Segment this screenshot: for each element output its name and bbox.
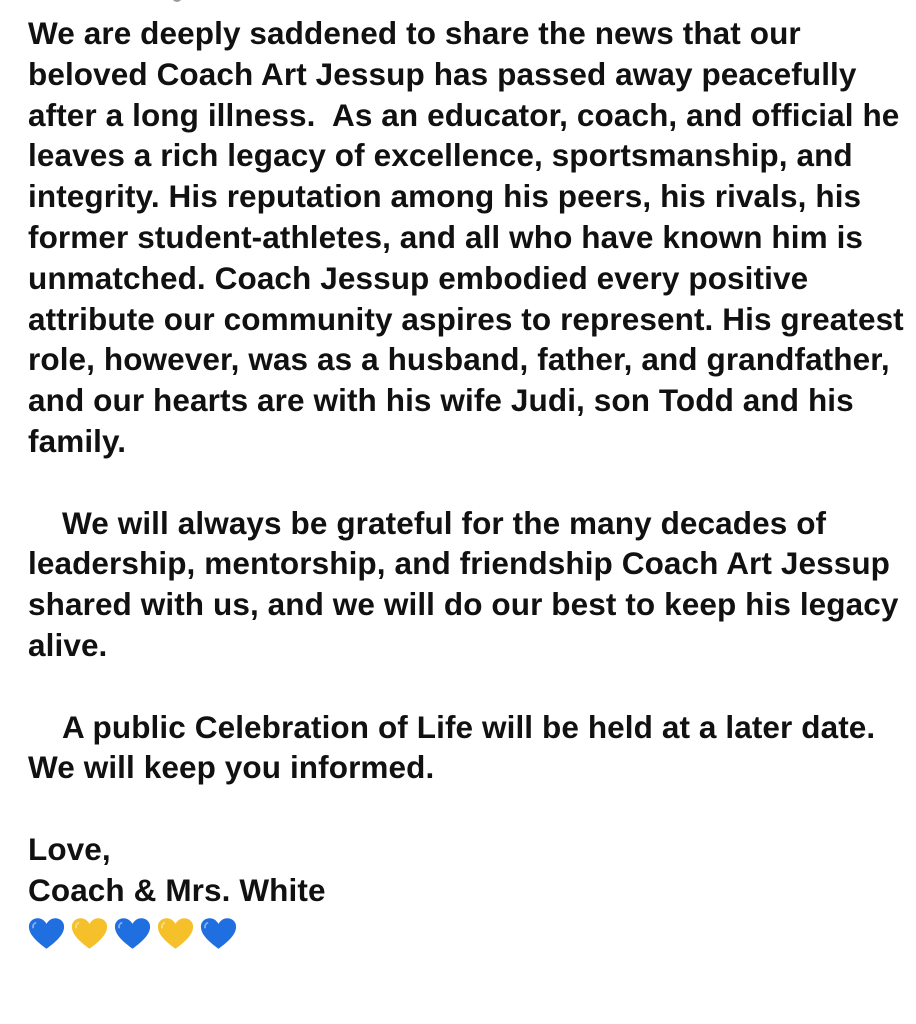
post-paragraph-2: We will always be grateful for the many decades of leadership, mentorship, and friendship Coach Art Jessup shared with us, and we will do our best to keep his legacy alive.	[28, 504, 908, 663]
yellow-heart-icon	[157, 917, 194, 951]
yellow-heart-icon	[71, 917, 108, 951]
heart-emoji-row	[28, 917, 908, 957]
blue-heart-icon	[28, 917, 65, 951]
paragraph-spacer	[28, 462, 908, 503]
cropped-header-icon	[172, 0, 182, 2]
post-signature: Coach & Mrs. White	[28, 871, 326, 908]
post-body	[28, 13, 913, 957]
post-paragraph-1: We are deeply saddened to share the news that our beloved Coach Art Jessup has passed away peacefully after a long illness. As an educator, coach, and official he leaves a rich legacy of excellence, sportsmanship, and integrity. His reputation among his peers, his rivals, his former student-athletes, and all who have known him is unmatched. Coach Jessup embodied every positive attribute our community aspires to represent. His greatest role, however, was as a husband, father, and grandfather, and our hearts are with his wife Judi, son Todd and his family.	[28, 15, 913, 459]
blue-heart-icon	[200, 917, 237, 951]
blue-heart-icon	[114, 917, 151, 951]
post-paragraph-3: A public Celebration of Life will be held at a later date. We will keep you informed.	[28, 708, 885, 786]
post-closing: Love,	[28, 830, 111, 867]
paragraph-spacer	[28, 666, 908, 707]
paragraph-spacer	[28, 788, 908, 829]
